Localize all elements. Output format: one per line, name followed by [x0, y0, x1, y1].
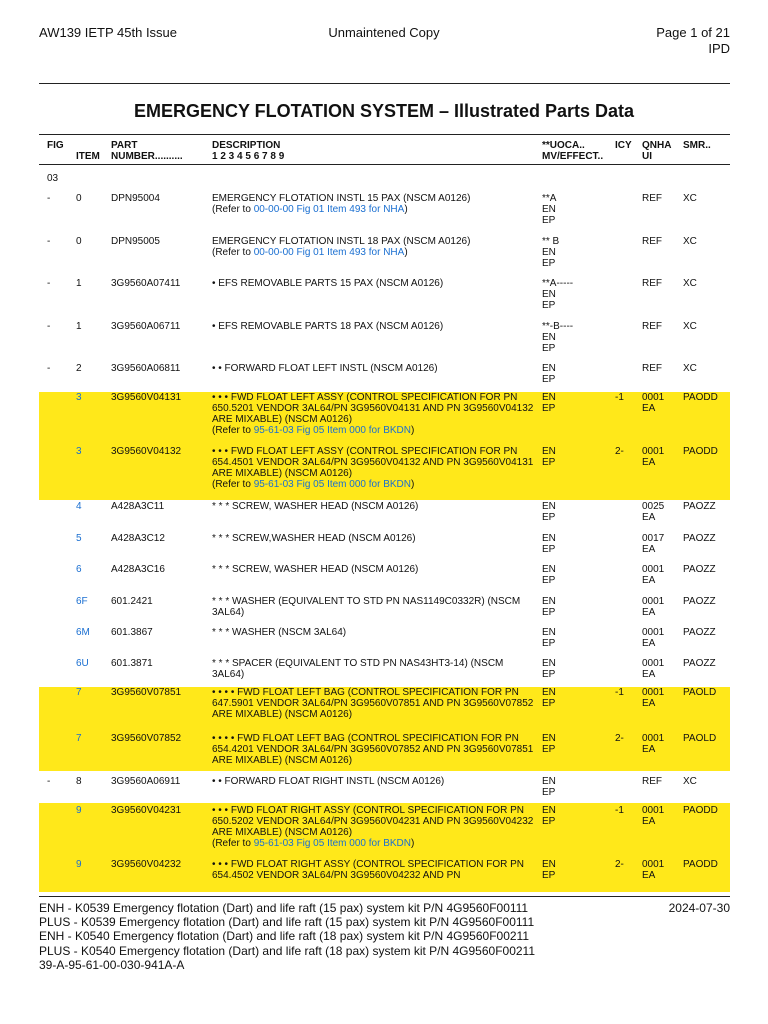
smr-code: PAOLD — [683, 687, 717, 698]
fig-cell: - — [47, 363, 51, 374]
part-number: 3G9560A07411 — [111, 278, 181, 289]
header-divider — [39, 83, 730, 84]
table-row — [39, 656, 730, 686]
effectivity-code: **A----- — [542, 278, 574, 289]
table-row — [39, 234, 730, 269]
effectivity-cell — [542, 596, 556, 618]
footer-line: PLUS - K0539 Emergency flotation (Dart) and life raft (15 pax) system kit P/N 4G9560F00111 — [39, 915, 535, 930]
item-number: 0 — [76, 193, 82, 204]
smr-code: PAOZZ — [683, 533, 716, 544]
description-cell — [212, 859, 534, 881]
quantity-cell — [642, 805, 664, 827]
quantity-value: 0025 — [642, 501, 665, 512]
table-row — [39, 276, 730, 311]
item-number-link[interactable]: 6M — [76, 627, 90, 638]
effectivity-code: EP — [542, 300, 556, 311]
item-number-link[interactable]: 6 — [76, 564, 82, 575]
quantity-cell — [642, 564, 664, 586]
description-text: • • • FWD FLOAT RIGHT ASSY (CONTROL SPECIFICATION FOR PN 650.5202 VENDOR 3AL64/PN 3G9560V04231 AND PN 3G9560V04232 ARE MIXABLE) (NSCM A0126) — [212, 805, 534, 838]
description-cell — [212, 658, 534, 680]
item-number-link[interactable]: 7 — [76, 687, 82, 698]
copy-status: Unmaintened Copy — [328, 25, 440, 40]
reference-link[interactable]: 00-00-00 Fig 01 Item 493 for NHA — [253, 247, 405, 258]
footer-line: ENH - K0540 Emergency flotation (Dart) and life raft (18 pax) system kit P/N 4G9560F00211 — [39, 929, 529, 944]
description-cell — [212, 596, 534, 618]
effectivity-cell — [542, 859, 556, 881]
quantity-value: 0001 — [642, 687, 665, 698]
item-number-link[interactable]: 3 — [76, 446, 82, 457]
quantity-cell — [642, 193, 662, 204]
effectivity-code: EP — [542, 607, 556, 618]
icy-cell: -1 — [615, 392, 624, 403]
description-cell — [212, 564, 534, 575]
reference-line — [212, 425, 534, 436]
effectivity-code: **A — [542, 193, 557, 204]
effectivity-cell — [542, 236, 559, 269]
col-part — [111, 140, 183, 162]
reference-link[interactable]: 95-61-03 Fig 05 Item 000 for BKDN — [253, 479, 411, 490]
description-cell — [212, 627, 534, 638]
col-item: ITEM — [76, 151, 100, 162]
unit-of-issue: EA — [642, 669, 656, 680]
table-row — [39, 625, 730, 655]
effectivity-cell — [542, 392, 556, 414]
part-number: DPN95004 — [111, 193, 160, 204]
reference-suffix: ) — [404, 247, 408, 258]
part-number: 3G9560V07851 — [111, 687, 182, 698]
effectivity-code: EN — [542, 332, 556, 343]
item-number: 0 — [76, 236, 82, 247]
smr-code: PAOZZ — [683, 564, 716, 575]
col-desc-line1: DESCRIPTION — [212, 140, 281, 151]
reference-prefix: (Refer to — [212, 425, 254, 436]
description-text: * * * SPACER (EQUIVALENT TO STD PN NAS43HT3-14) (NSCM 3AL64) — [212, 658, 504, 680]
col-qnha-line1: QNHA — [642, 140, 672, 151]
col-fig: FIG — [47, 140, 64, 151]
effectivity-code: EN — [542, 776, 556, 787]
description-cell — [212, 446, 534, 490]
effectivity-code: EP — [542, 744, 556, 755]
smr-code: XC — [683, 776, 697, 787]
part-number: 3G9560V04132 — [111, 446, 182, 457]
description-text: * * * WASHER (EQUIVALENT TO STD PN NAS1149C0332R) (NSCM 3AL64) — [212, 596, 521, 618]
quantity-value: REF — [642, 321, 662, 332]
part-number: 3G9560A06811 — [111, 363, 181, 374]
quantity-cell — [642, 533, 664, 555]
effectivity-code: EP — [542, 457, 556, 468]
issue-date: 2024-07-30 — [668, 901, 730, 915]
effectivity-code: EN — [542, 687, 556, 698]
description-text: • • • • FWD FLOAT LEFT BAG (CONTROL SPECIFICATION FOR PN 647.5901 VENDOR 3AL64/PN 3G9560V07851 AND PN 3G9560V07852 ARE MIXABLE) (NSCM A0126) — [212, 687, 534, 720]
quantity-value: 0001 — [642, 733, 665, 744]
quantity-value: REF — [642, 193, 662, 204]
page-indicator — [656, 25, 730, 57]
col-description — [212, 140, 284, 162]
effectivity-cell — [542, 776, 556, 798]
table-row — [39, 562, 730, 592]
table-row — [39, 859, 730, 892]
effectivity-code: EP — [542, 374, 556, 385]
quantity-cell — [642, 363, 662, 374]
col-uoc-line1: **UOCA.. — [542, 140, 585, 151]
part-number: DPN95005 — [111, 236, 160, 247]
quantity-value: REF — [642, 278, 662, 289]
quantity-value: 0001 — [642, 805, 665, 816]
effectivity-code: EP — [542, 669, 556, 680]
description-cell — [212, 776, 534, 787]
reference-prefix: (Refer to — [212, 479, 254, 490]
icy-cell: -1 — [615, 687, 624, 698]
data-module-code: 39-A-95-61-00-030-941A-A — [39, 957, 185, 972]
effectivity-code: EN — [542, 363, 556, 374]
page-title: EMERGENCY FLOTATION SYSTEM – Illustrated Parts Data — [133, 101, 635, 121]
unit-of-issue: EA — [642, 607, 656, 618]
unit-of-issue: EA — [642, 816, 656, 827]
part-number: 601.3867 — [111, 627, 153, 638]
footer-line: PLUS - K0540 Emergency flotation (Dart) and life raft (18 pax) system kit P/N 4G9560F00211 — [39, 943, 536, 958]
effectivity-cell — [542, 733, 556, 755]
smr-code: XC — [683, 236, 697, 247]
effectivity-code: ** B — [542, 236, 560, 247]
description-cell — [212, 278, 534, 289]
description-text: • EFS REMOVABLE PARTS 15 PAX (NSCM A0126) — [212, 278, 444, 289]
description-cell — [212, 501, 534, 512]
quantity-value: REF — [642, 363, 662, 374]
item-number-link[interactable]: 9 — [76, 805, 82, 816]
effectivity-code: EN — [542, 658, 556, 669]
icy-cell: 2- — [615, 859, 624, 870]
fig-cell: - — [47, 776, 51, 787]
figure-number: 03 — [47, 173, 59, 184]
unit-of-issue: EA — [642, 512, 656, 523]
effectivity-code: EP — [542, 638, 556, 649]
quantity-cell — [642, 392, 664, 414]
effectivity-cell — [542, 627, 556, 649]
effectivity-cell — [542, 446, 556, 468]
smr-code: PAOZZ — [683, 501, 716, 512]
quantity-cell — [642, 596, 664, 618]
effectivity-code: EP — [542, 698, 556, 709]
part-number: 3G9560A06711 — [111, 321, 181, 332]
fig-cell: - — [47, 236, 51, 247]
unit-of-issue: EA — [642, 544, 656, 555]
reference-prefix: (Refer to — [212, 838, 254, 849]
unit-of-issue: EA — [642, 403, 656, 414]
col-qnha-line2: UI — [642, 151, 652, 162]
col-uoc — [542, 140, 603, 162]
reference-suffix: ) — [404, 204, 408, 215]
footer-line: ENH - K0539 Emergency flotation (Dart) and life raft (15 pax) system kit P/N 4G9560F00111 — [39, 901, 529, 915]
smr-code: PAODD — [683, 446, 718, 457]
reference-prefix: (Refer to — [212, 247, 254, 258]
effectivity-cell — [542, 533, 556, 555]
smr-code: XC — [683, 321, 697, 332]
unit-of-issue: EA — [642, 870, 656, 881]
item-number-link[interactable]: 5 — [76, 533, 82, 544]
quantity-cell — [642, 859, 664, 881]
effectivity-code: EN — [542, 596, 556, 607]
item-number: 2 — [76, 363, 82, 374]
quantity-cell — [642, 501, 664, 523]
effectivity-code: EP — [542, 575, 556, 586]
smr-code: PAOZZ — [683, 658, 716, 669]
description-cell — [212, 236, 534, 258]
quantity-value: 0017 — [642, 533, 665, 544]
document-id: AW139 IETP 45th Issue — [39, 25, 178, 40]
table-row — [39, 774, 730, 804]
description-cell — [212, 363, 534, 374]
part-number: A428A3C11 — [111, 501, 165, 512]
description-text: * * * WASHER (NSCM 3AL64) — [212, 627, 347, 638]
quantity-value: 0001 — [642, 658, 665, 669]
description-text: • • FORWARD FLOAT LEFT INSTL (NSCM A0126) — [212, 363, 438, 374]
effectivity-code: EN — [542, 533, 556, 544]
effectivity-code: EN — [542, 564, 556, 575]
item-number: 8 — [76, 776, 82, 787]
description-text: • • • • FWD FLOAT LEFT BAG (CONTROL SPECIFICATION FOR PN 654.4201 VENDOR 3AL64/PN 3G9560V07852 AND PN 3G9560V07851 ARE MIXABLE) (NSCM A0126) — [212, 733, 534, 766]
description-text: • • • FWD FLOAT RIGHT ASSY (CONTROL SPECIFICATION FOR PN 654.4502 VENDOR 3AL64/PN 3G9560V04232 AND PN — [212, 859, 525, 881]
description-text: EMERGENCY FLOTATION INSTL 15 PAX (NSCM A0126) — [212, 193, 471, 204]
table-row — [39, 361, 730, 391]
effectivity-code: EP — [542, 544, 556, 555]
effectivity-cell — [542, 687, 556, 709]
smr-code: XC — [683, 363, 697, 374]
description-text: • • • FWD FLOAT LEFT ASSY (CONTROL SPECIFICATION FOR PN 650.5201 VENDOR 3AL64/PN 3G9560V04131 AND PN 3G9560V04132 ARE MIXABLE) (NSCM A0126) — [212, 392, 534, 425]
description-cell — [212, 733, 534, 766]
quantity-cell — [642, 446, 664, 468]
quantity-value: 0001 — [642, 859, 665, 870]
fig-cell: - — [47, 193, 51, 204]
item-number: 1 — [76, 321, 82, 332]
unit-of-issue: EA — [642, 575, 656, 586]
quantity-cell — [642, 776, 662, 787]
effectivity-code: EP — [542, 215, 556, 226]
item-number-link[interactable]: 3 — [76, 392, 82, 403]
smr-code: PAOLD — [683, 733, 717, 744]
col-uoc-line2: MV/EFFECT.. — [542, 151, 604, 162]
part-number: 3G9560V04131 — [111, 392, 182, 403]
reference-line — [212, 247, 534, 258]
effectivity-code: EP — [542, 512, 556, 523]
description-cell — [212, 805, 534, 849]
smr-code: XC — [683, 193, 697, 204]
table-row — [39, 392, 730, 446]
table-row — [39, 446, 730, 500]
smr-code: XC — [683, 278, 697, 289]
table-row — [39, 687, 730, 733]
quantity-cell — [642, 658, 664, 680]
effectivity-cell — [542, 278, 573, 311]
reference-suffix: ) — [411, 479, 415, 490]
description-cell — [212, 193, 534, 215]
col-qnha — [642, 140, 671, 162]
item-number-link[interactable]: 6U — [76, 658, 89, 669]
effectivity-code: EN — [542, 446, 556, 457]
effectivity-code: EN — [542, 204, 556, 215]
unit-of-issue: EA — [642, 457, 656, 468]
item-number-link[interactable]: 4 — [76, 501, 82, 512]
effectivity-cell — [542, 658, 556, 680]
col-part-line2: NUMBER.......... — [111, 151, 183, 162]
effectivity-code: EN — [542, 859, 556, 870]
footer-divider — [39, 896, 730, 897]
quantity-cell — [642, 278, 662, 289]
effectivity-code: EN — [542, 289, 556, 300]
quantity-cell — [642, 236, 662, 247]
table-row — [39, 803, 730, 859]
effectivity-code: EN — [542, 627, 556, 638]
reference-link[interactable]: 00-00-00 Fig 01 Item 493 for NHA — [253, 204, 405, 215]
smr-code: PAODD — [683, 392, 718, 403]
table-row — [39, 191, 730, 226]
quantity-value: 0001 — [642, 596, 665, 607]
effectivity-code: EP — [542, 787, 556, 798]
unit-of-issue: EA — [642, 638, 656, 649]
unit-of-issue: EA — [642, 698, 656, 709]
part-number: 601.2421 — [111, 596, 153, 607]
smr-code: PAODD — [683, 805, 718, 816]
smr-code: PAOZZ — [683, 627, 716, 638]
item-number-link[interactable]: 7 — [76, 733, 82, 744]
quantity-cell — [642, 687, 664, 709]
effectivity-code: EP — [542, 870, 556, 881]
description-text: * * * SCREW, WASHER HEAD (NSCM A0126) — [212, 501, 419, 512]
unit-of-issue: EA — [642, 744, 656, 755]
smr-code: PAOZZ — [683, 596, 716, 607]
applicability-notes — [39, 901, 535, 972]
item-number-link[interactable]: 9 — [76, 859, 82, 870]
smr-code: PAODD — [683, 859, 718, 870]
table-row — [39, 499, 730, 529]
item-number: 1 — [76, 278, 82, 289]
part-number: 3G9560A06911 — [111, 776, 181, 787]
effectivity-code: EN — [542, 247, 556, 258]
effectivity-code: **-B---- — [542, 321, 574, 332]
quantity-cell — [642, 627, 664, 649]
quantity-cell — [642, 321, 662, 332]
quantity-cell — [642, 733, 664, 755]
fig-cell: - — [47, 278, 51, 289]
effectivity-code: EP — [542, 816, 556, 827]
description-text: • EFS REMOVABLE PARTS 18 PAX (NSCM A0126) — [212, 321, 444, 332]
effectivity-code: EN — [542, 733, 556, 744]
part-number: 3G9560V07852 — [111, 733, 182, 744]
description-text: EMERGENCY FLOTATION INSTL 18 PAX (NSCM A0126) — [212, 236, 471, 247]
effectivity-code: EN — [542, 805, 556, 816]
reference-suffix: ) — [411, 838, 415, 849]
reference-line — [212, 204, 534, 215]
effectivity-code: EN — [542, 501, 556, 512]
part-number: 601.3871 — [111, 658, 153, 669]
table-row — [39, 594, 730, 624]
effectivity-cell — [542, 193, 556, 226]
quantity-value: 0001 — [642, 564, 665, 575]
description-text: • • FORWARD FLOAT RIGHT INSTL (NSCM A0126) — [212, 776, 445, 787]
part-number: A428A3C16 — [111, 564, 165, 575]
reference-link[interactable]: 95-61-03 Fig 05 Item 000 for BKDN — [253, 425, 411, 436]
effectivity-cell — [542, 805, 556, 827]
effectivity-code: EP — [542, 403, 556, 414]
fig-cell: - — [47, 321, 51, 332]
description-cell — [212, 321, 534, 332]
description-text: * * * SCREW,WASHER HEAD (NSCM A0126) — [212, 533, 416, 544]
reference-prefix: (Refer to — [212, 204, 254, 215]
quantity-value: 0001 — [642, 392, 665, 403]
description-cell — [212, 392, 534, 436]
part-number: A428A3C12 — [111, 533, 165, 544]
table-row — [39, 531, 730, 561]
description-text: * * * SCREW, WASHER HEAD (NSCM A0126) — [212, 564, 419, 575]
title-divider — [39, 134, 730, 135]
effectivity-code: EP — [542, 258, 556, 269]
section-code: IPD — [708, 41, 730, 56]
column-header-divider — [39, 164, 730, 165]
effectivity-cell — [542, 501, 556, 523]
quantity-value: 0001 — [642, 627, 665, 638]
reference-suffix: ) — [411, 425, 415, 436]
quantity-value: REF — [642, 776, 662, 787]
icy-cell: 2- — [615, 733, 624, 744]
description-cell — [212, 687, 534, 720]
col-desc-line2: 1 2 3 4 5 6 7 8 9 — [212, 151, 285, 162]
col-part-line1: PART — [111, 140, 138, 151]
part-number: 3G9560V04232 — [111, 859, 182, 870]
reference-line — [212, 838, 534, 849]
effectivity-cell — [542, 564, 556, 586]
icy-cell: 2- — [615, 446, 624, 457]
effectivity-code: EP — [542, 343, 556, 354]
item-number-link[interactable]: 6F — [76, 596, 88, 607]
effectivity-cell — [542, 363, 556, 385]
col-smr: SMR.. — [683, 140, 711, 151]
quantity-value: 0001 — [642, 446, 665, 457]
table-row — [39, 733, 730, 771]
quantity-value: REF — [642, 236, 662, 247]
icy-cell: -1 — [615, 805, 624, 816]
effectivity-code: EN — [542, 392, 556, 403]
part-number: 3G9560V04231 — [111, 805, 182, 816]
col-icy: ICY — [615, 140, 632, 151]
description-text: • • • FWD FLOAT LEFT ASSY (CONTROL SPECIFICATION FOR PN 654.4501 VENDOR 3AL64/PN 3G9560V04132 AND PN 3G9560V04131 ARE MIXABLE) (NSCM A0126) — [212, 446, 534, 479]
table-row — [39, 319, 730, 354]
reference-line — [212, 479, 534, 490]
page-number: Page 1 of 21 — [656, 25, 730, 40]
description-cell — [212, 533, 534, 544]
reference-link[interactable]: 95-61-03 Fig 05 Item 000 for BKDN — [253, 838, 411, 849]
effectivity-cell — [542, 321, 573, 354]
